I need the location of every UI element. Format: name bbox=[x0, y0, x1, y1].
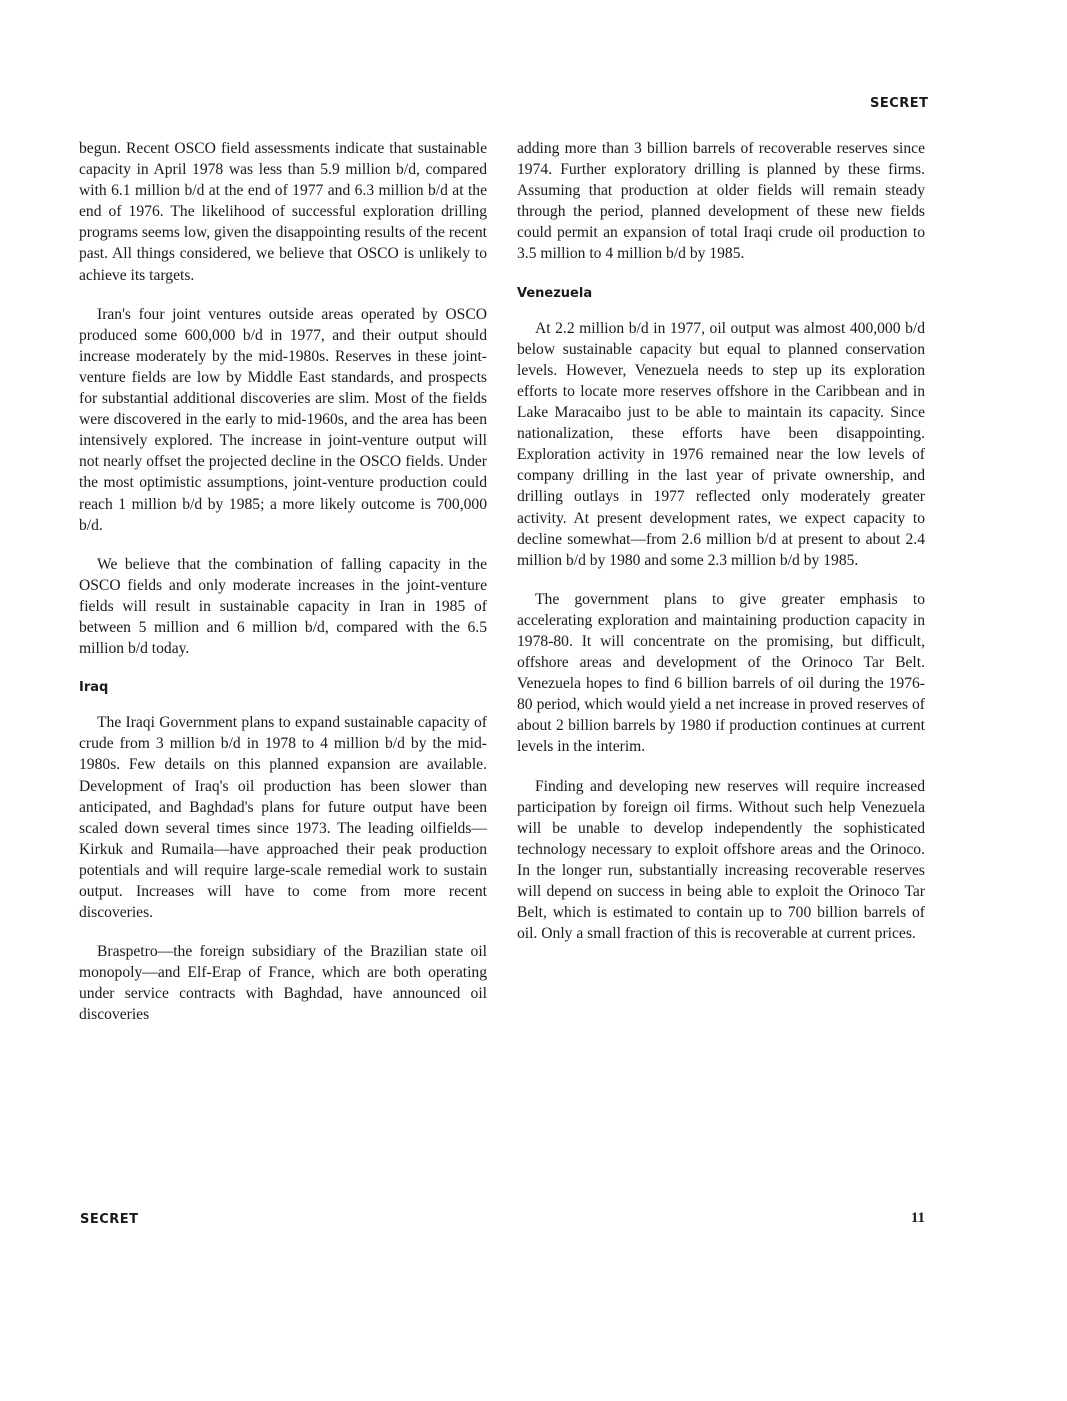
paragraph-iraq-reserves: adding more than 3 billion barrels of recoverable reserves since 1974. Further exploratory drilling is planned by these firms. Assuming that production at older fields will remain steady through the period, planned development of these new fields could permit an expansion of total Iraqi crude oil production to 3.5 million to 4 million b/d by 1985. bbox=[517, 140, 925, 263]
paragraph-osco-assessment: begun. Recent OSCO field assessments indicate that sustainable capacity in April 1978 was less than 5.9 million b/d, compared with 6.1 million b/d at the end of 1977 and 6.3 million b/d at the end of 1976. The likelihood of successful exploration drilling programs seems low, given the disappointing results of the recent past. All things considered, we believe that OSCO is unlikely to achieve its targets. bbox=[79, 140, 487, 284]
footer-classification: SECRET bbox=[80, 1212, 139, 1227]
paragraph-braspetro: Braspetro—the foreign subsidiary of the Brazilian state oil monopoly—and Elf-Erap of France, which are both operating under service contracts with Baghdad, have announced oil discoveries bbox=[79, 943, 487, 1024]
paragraph-venezuela-plans: The government plans to give greater emphasis to accelerating exploration and maintaining production capacity in 1978-80. It will concentrate on the promising, but difficult, offshore areas and development of the Orinoco Tar Belt. Venezuela hopes to find 6 billion barrels of oil during the 1976-80 period, which would yield a net increase in proved reserves of about 2 billion barrels by 1980 if production continues at current levels in the interim. bbox=[517, 590, 925, 756]
section-heading-iraq: Iraq bbox=[79, 680, 109, 696]
left-column bbox=[79, 138, 487, 1044]
paragraph-foreign-participation: Finding and developing new reserves will require increased participation by foreign oil firms. Without such help Venezuela will be unable to develop independently the sophisticated technology necessary to exploit offshore areas and the Orinoco. In the longer run, substantially increasing recoverable reserves will depend on success in being able to exploit the Orinoco Tar Belt, which is estimated to contain up to 700 billion barrels of oil. Only a small fraction of this is recoverable at current prices. bbox=[517, 777, 925, 943]
right-column bbox=[517, 138, 925, 962]
paragraph-iraq-plans: The Iraqi Government plans to expand sustainable capacity of crude from 3 million b/d in 1978 to 4 million b/d by the mid-1980s. Few details on this planned expansion are available. Development of Iraq's oil production has been slower than anticipated, and Baghdad's plans for future output have been scaled down several times since 1973. The leading oilfields—Kirkuk and Rumaila—have approached their peak production potentials and will require large-scale remedial work to sustain output. Increases will have to come from more recent discoveries. bbox=[79, 714, 487, 922]
paragraph-venezuela-output: At 2.2 million b/d in 1977, oil output was almost 400,000 b/d below sustainable capacity but equal to planned conservation levels. However, Venezuela needs to step up its exploration efforts to locate more reserves offshore in the Caribbean and in Lake Maracaibo just to be able to maintain its capacity. Since nationalization, these efforts have been disappointing. Exploration activity in 1976 remained near the low levels of company drilling in the last year of private ownership, and drilling outlays in 1977 reflected only moderately greater activity. At present development rates, we expect capacity to decline somewhat—from 2.6 million b/d at present to about 2.4 million b/d by 1980 and some 2.3 million b/d by 1985. bbox=[517, 319, 925, 569]
header-classification: SECRET bbox=[870, 96, 929, 111]
paragraph-iran-capacity: We believe that the combination of falling capacity in the OSCO fields and only moderate increases in the joint-venture fields will result in sustainable capacity in Iran in 1985 of between 5 million and 6 million b/d, compared with the 6.5 million b/d today. bbox=[79, 555, 487, 658]
section-heading-venezuela: Venezuela bbox=[517, 285, 593, 301]
paragraph-joint-ventures: Iran's four joint ventures outside areas operated by OSCO produced some 600,000 b/d in 1977, and their output should increase moderately by the mid-1980s. Reserves in these joint-venture fields are low by Middle East standards, and prospects for substantial additional discoveries are slim. Most of the fields were discovered in the early to mid-1960s, and the area has been intensively explored. The increase in joint-venture output will not nearly offset the projected decline in the OSCO fields. Under the most optimistic assumptions, joint-venture production could reach 1 million b/d by 1985; a more likely outcome is 700,000 b/d. bbox=[79, 305, 487, 534]
page-number: 11 bbox=[910, 1210, 925, 1226]
